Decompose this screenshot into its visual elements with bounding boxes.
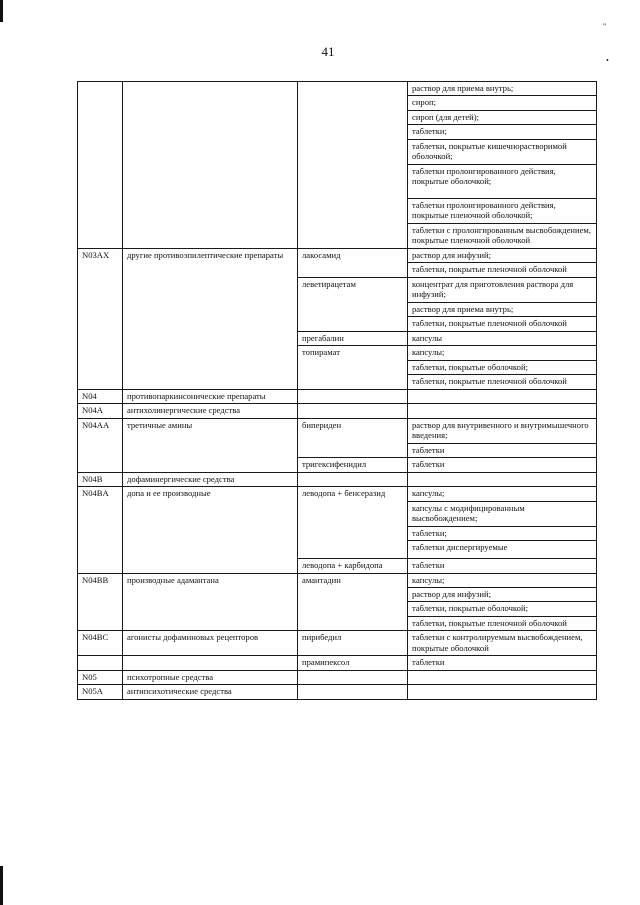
scan-mark: " <box>603 22 607 31</box>
group-name-cell: дофаминергические средства <box>123 472 298 486</box>
dosage-form-cell: таблетки пролонгированного действия, покрытые пленочной оболочкой; <box>408 198 597 223</box>
dosage-form-cell: раствор для приема внутрь; <box>408 82 597 96</box>
substance-cell: леводопа + карбидопа <box>298 559 408 573</box>
drug-classification-table <box>77 81 597 700</box>
group-name-cell: антипсихотические средства <box>123 685 298 699</box>
dosage-form-cell <box>408 472 597 486</box>
substance-cell: бипериден <box>298 418 408 457</box>
dosage-form-cell: капсулы; <box>408 573 597 587</box>
table-row <box>78 82 597 96</box>
dosage-form-cell: раствор для инфузий; <box>408 587 597 601</box>
substance-cell: лакосамид <box>298 248 408 277</box>
substance-cell <box>298 404 408 418</box>
dosage-form-cell: концентрат для приготовления раствора для инфузий; <box>408 277 597 302</box>
dosage-form-cell: раствор для приема внутрь; <box>408 302 597 316</box>
group-name-cell <box>123 82 298 249</box>
substance-cell <box>298 82 408 249</box>
dosage-form-cell: капсулы с модифицированным высвобождением; <box>408 501 597 526</box>
substance-cell: прегабалин <box>298 331 408 345</box>
substance-cell: топирамат <box>298 346 408 389</box>
dosage-form-cell: таблетки <box>408 559 597 573</box>
dosage-form-cell: таблетки <box>408 443 597 457</box>
scan-edge <box>0 866 3 905</box>
group-name-cell: психотропные средства <box>123 670 298 684</box>
atc-code-cell: N05A <box>78 685 123 699</box>
dosage-form-cell: таблетки, покрытые пленочной оболочкой <box>408 375 597 389</box>
dosage-form-cell: таблетки, покрытые оболочкой; <box>408 602 597 616</box>
dosage-form-cell: таблетки <box>408 656 597 670</box>
dosage-form-cell: раствор для внутривенного и внутримышечного введения; <box>408 418 597 443</box>
dosage-form-cell <box>408 389 597 403</box>
atc-code-cell: N05 <box>78 670 123 684</box>
table-row <box>78 631 597 656</box>
dosage-form-cell: таблетки, покрытые кишечнорастворимой оболочкой; <box>408 139 597 164</box>
substance-cell: леветирацетам <box>298 277 408 331</box>
dosage-form-cell: капсулы <box>408 331 597 345</box>
dosage-form-cell <box>408 685 597 699</box>
group-name-cell <box>123 656 298 670</box>
group-name-cell: производные адамантана <box>123 573 298 631</box>
substance-cell <box>298 685 408 699</box>
dosage-form-cell: таблетки, покрытые пленочной оболочкой <box>408 263 597 277</box>
atc-code-cell: N04BA <box>78 487 123 573</box>
atc-code-cell: N04A <box>78 404 123 418</box>
dosage-form-cell: таблетки пролонгированного действия, покрытые оболочкой; <box>408 164 597 198</box>
table-row <box>78 404 597 418</box>
group-name-cell: допа и ее производные <box>123 487 298 573</box>
table-row <box>78 573 597 587</box>
substance-cell <box>298 389 408 403</box>
table-row <box>78 656 597 670</box>
dosage-form-cell: таблетки, покрытые пленочной оболочкой <box>408 616 597 630</box>
group-name-cell: противопаркинсонические препараты <box>123 389 298 403</box>
dosage-form-cell <box>408 670 597 684</box>
table-row <box>78 472 597 486</box>
atc-code-cell: N04BB <box>78 573 123 631</box>
group-name-cell: антихолинергические средства <box>123 404 298 418</box>
dosage-form-cell: таблетки с пролонгированным высвобождением, покрытые пленочной оболочкой <box>408 223 597 248</box>
dosage-form-cell: таблетки с контролируемым высвобождением, покрытые оболочкой <box>408 631 597 656</box>
dosage-form-cell: таблетки <box>408 458 597 472</box>
substance-cell <box>298 472 408 486</box>
table-row <box>78 389 597 403</box>
table-row <box>78 418 597 443</box>
substance-cell: леводопа + бенсеразид <box>298 487 408 559</box>
dosage-form-cell: сироп (для детей); <box>408 110 597 124</box>
atc-code-cell: N03AX <box>78 248 123 389</box>
atc-code-cell <box>78 82 123 249</box>
atc-code-cell: N04 <box>78 389 123 403</box>
dosage-form-cell: таблетки, покрытые оболочкой; <box>408 360 597 374</box>
group-name-cell: третичные амины <box>123 418 298 472</box>
scan-edge <box>0 0 3 22</box>
substance-cell: амантадин <box>298 573 408 631</box>
atc-code-cell: N04AA <box>78 418 123 472</box>
table-row <box>78 670 597 684</box>
dosage-form-cell: капсулы; <box>408 487 597 501</box>
atc-code-cell: N04B <box>78 472 123 486</box>
dosage-form-cell: таблетки, покрытые пленочной оболочкой <box>408 317 597 331</box>
substance-cell: прамипексол <box>298 656 408 670</box>
table-row <box>78 487 597 501</box>
table-row <box>78 248 597 262</box>
atc-code-cell: N04BC <box>78 631 123 656</box>
dosage-form-cell <box>408 404 597 418</box>
dosage-form-cell: таблетки; <box>408 526 597 540</box>
page-number: 41 <box>321 44 335 59</box>
dosage-form-cell: сироп; <box>408 96 597 110</box>
dosage-form-cell: таблетки диспергируемые <box>408 541 597 559</box>
atc-code-cell <box>78 656 123 670</box>
dosage-form-cell: капсулы; <box>408 346 597 360</box>
substance-cell: пирибедил <box>298 631 408 656</box>
group-name-cell: агонисты дофаминовых рецепторов <box>123 631 298 656</box>
substance-cell <box>298 670 408 684</box>
dosage-form-cell: таблетки; <box>408 125 597 139</box>
group-name-cell: другие противоэпилептические препараты <box>123 248 298 389</box>
scan-mark: • <box>606 56 609 65</box>
dosage-form-cell: раствор для инфузий; <box>408 248 597 262</box>
table-row <box>78 685 597 699</box>
substance-cell: тригексифенидил <box>298 458 408 472</box>
